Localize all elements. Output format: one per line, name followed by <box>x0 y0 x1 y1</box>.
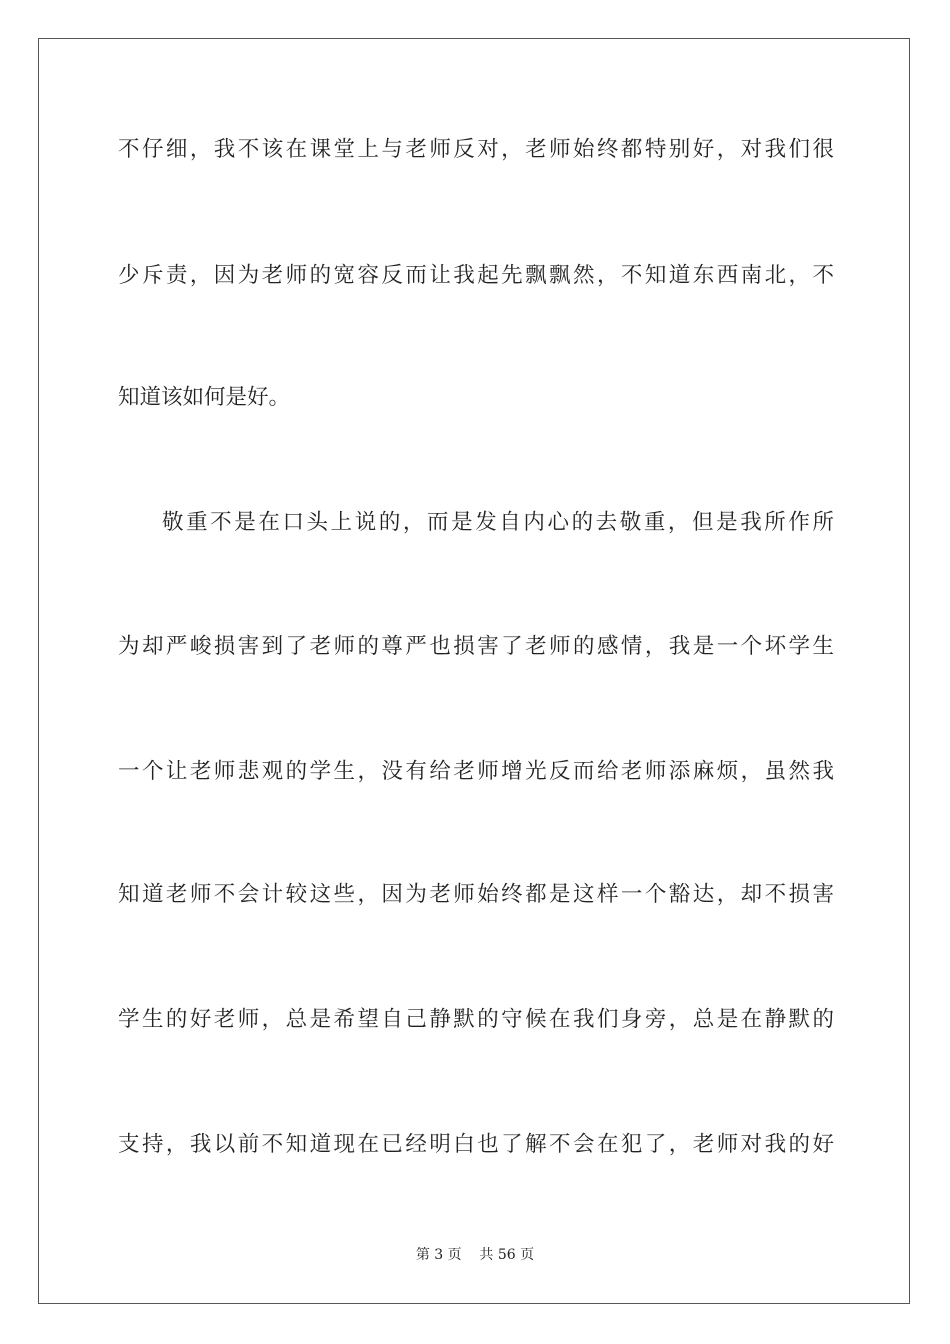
page-border <box>38 38 910 1304</box>
body-text-line: 学生的好老师，总是希望自己静默的守候在我们身旁，总是在静默的 <box>118 1007 834 1032</box>
body-text-line: 支持，我以前不知道现在已经明白也了解不会在犯了，老师对我的好 <box>118 1132 834 1157</box>
body-text-line: 少斥责，因为老师的宽容反而让我起先飘飘然，不知道东西南北，不 <box>118 263 834 288</box>
page-number-footer: 第 3 页 共 56 页 <box>415 1247 535 1263</box>
body-text-line: 知道老师不会计较这些，因为老师始终都是这样一个豁达，却不损害 <box>118 882 834 907</box>
body-text-line: 知道该如何是好。 <box>118 385 291 410</box>
body-text-line: 一个让老师悲观的学生，没有给老师增光反而给老师添麻烦，虽然我 <box>118 759 834 784</box>
body-text-line: 为却严峻损害到了老师的尊严也损害了老师的感情，我是一个坏学生 <box>118 634 834 659</box>
body-text-line: 不仔细，我不该在课堂上与老师反对，老师始终都特别好，对我们很 <box>118 137 834 162</box>
paragraph-first-line: 敬重不是在口头上说的，而是发自内心的去敬重，但是我所作所 <box>162 510 834 535</box>
